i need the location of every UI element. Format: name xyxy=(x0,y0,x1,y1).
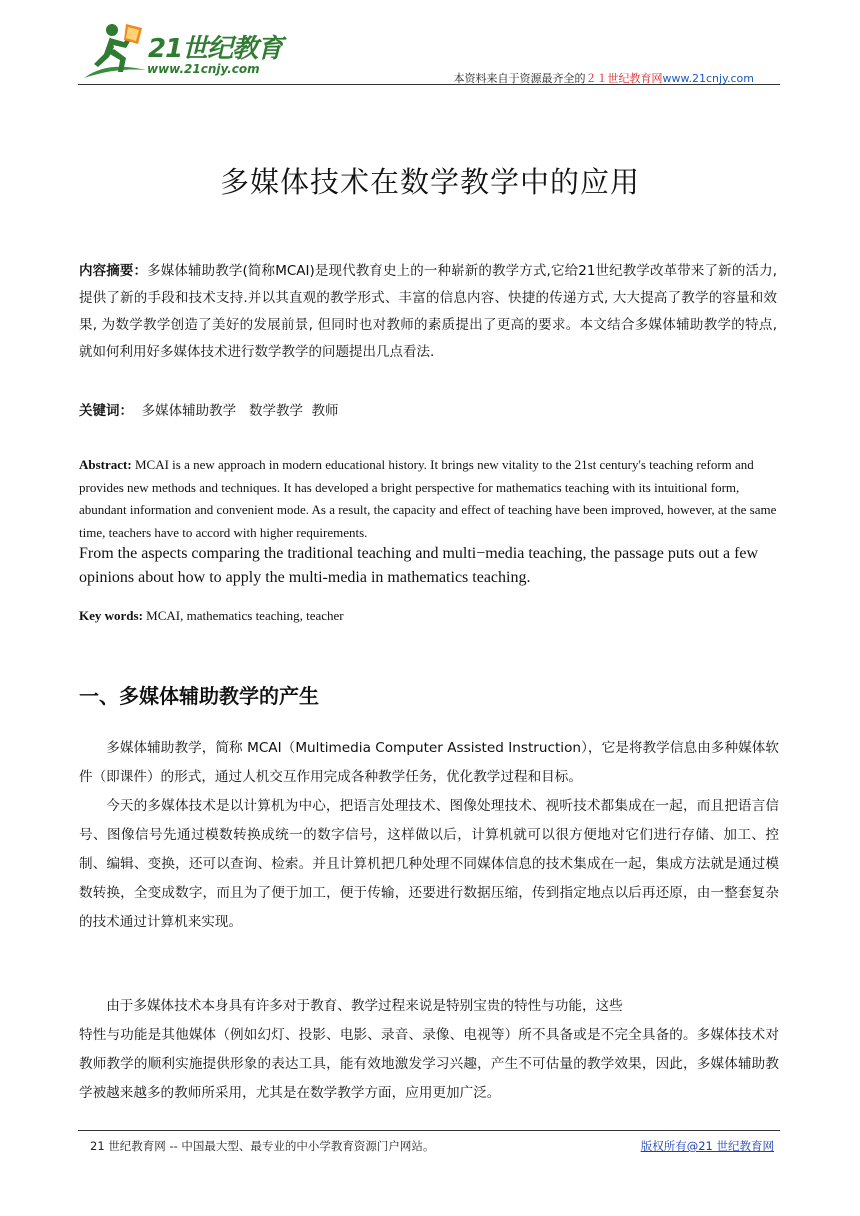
keywords-en xyxy=(79,605,779,628)
footer-divider xyxy=(78,1130,780,1131)
abstract-cn-text: 多媒体辅助教学(简称MCAI)是现代教育史上的一种崭新的教学方式,它给21世纪教学改革带来了新的活力,提供了新的手段和技术支持.并以其直观的教学形式、丰富的信息内容、快捷的传递方式, 大大提高了教学的容量和效果, 为数学教学创造了美好的发展前景, 但同时也对教师的素质提出了更高的要求。本文结合多媒体辅助教学的特点, 就如何利用好多媒体技术进行数学教学的问题提出几点看法. xyxy=(79,263,777,360)
keywords-cn xyxy=(79,398,777,425)
source-site-link[interactable]: ２１世纪教育网 xyxy=(585,72,663,85)
logo-url: www.21cnjy.com xyxy=(147,62,260,76)
paragraph-2: 今天的多媒体技术是以计算机为中心，把语言处理技术、图像处理技术、视听技术都集成在一起，而且把语言信号、图像信号先通过模数转换成统一的数字信号，这样做以后，计算机就可以很方便地对它们进行存储、加工、控制、编辑、变换，还可以查询、检索。并且计算机把几种处理不同媒体信息的技术集成在一起，集成方法就是通过模数转换，全变成数字，而且为了便于加工，便于传输，还要进行数据压缩，传到指定地点以后再还原，由一整套复杂的技术通过计算机来实现。 xyxy=(79,798,779,930)
paragraph-3-first-line: 由于多媒体技术本身具有许多对于教育、教学过程来说是特别宝贵的特性与功能，这些 xyxy=(106,998,623,1014)
page-header xyxy=(78,18,780,86)
copyright-link[interactable]: 版权所有@21 世纪教育网 xyxy=(640,1139,774,1153)
abstract-en xyxy=(79,454,779,544)
keywords-cn-label: 关键词： xyxy=(79,403,133,419)
keywords-en-label: Key words: xyxy=(79,608,147,623)
header-divider xyxy=(78,84,780,85)
source-url-link[interactable]: www.21cnjy.com xyxy=(662,72,754,85)
site-logo[interactable] xyxy=(80,20,290,82)
keywords-en-text: MCAI, mathematics teaching, teacher xyxy=(146,608,344,623)
footer-text: 21 世纪教育网 -- 中国最大型、最专业的中小学教育资源门户网站。 xyxy=(90,1139,435,1153)
document-title: 多媒体技术在数学教学中的应用 xyxy=(219,165,640,199)
keywords-cn-text: 多媒体辅助教学 数学教学 教师 xyxy=(141,403,339,419)
section-heading: 一、多媒体辅助教学的产生 xyxy=(79,684,319,708)
abstract-cn xyxy=(79,258,777,366)
paragraph-3-rest: 特性与功能是其他媒体（例如幻灯、投影、电影、录音、录像、电视等）所不具备或是不完全具备的。多媒体技术对教师教学的顺利实施提供形象的表达工具，能有效地激发学习兴趣，产生不可估量的教学效果，因此，多媒体辅助教学被越来越多的教师所采用，尤其是在数学教学方面，应用更加广泛。 xyxy=(79,1027,779,1101)
runner-logo-icon xyxy=(80,20,150,82)
source-prefix: 本资料来自于资源最齐全的 xyxy=(453,72,586,85)
logo-title: 21世纪教育 xyxy=(148,34,283,64)
abstract-en-label: Abstract: xyxy=(79,457,135,472)
paragraph-1: 多媒体辅助教学，简称 MCAI（Multimedia Computer Assisted Instruction），它是将教学信息由多种媒体软件（即课件）的形式，通过人机交互作用完成各种教学任务，优化教学过程和目标。 xyxy=(79,740,779,785)
abstract-en-continued: From the aspects comparing the traditional teaching and multi−media teaching, the passage puts out a few opinions about how to apply the multi-media in mathematics teaching. xyxy=(79,545,759,586)
abstract-en-text: MCAI is a new approach in modern educational history. It brings new vitality to the 21st century's teaching reform and provides new methods and techniques. It has developed a bright perspective for mathematics teaching with its intuitional form, abundant information and convenient mode. As a result, the capacity and effect of teaching have been improved, however, at the same time, teachers have to accord with higher requirements. xyxy=(79,457,777,540)
abstract-cn-label: 内容摘要： xyxy=(79,263,148,279)
